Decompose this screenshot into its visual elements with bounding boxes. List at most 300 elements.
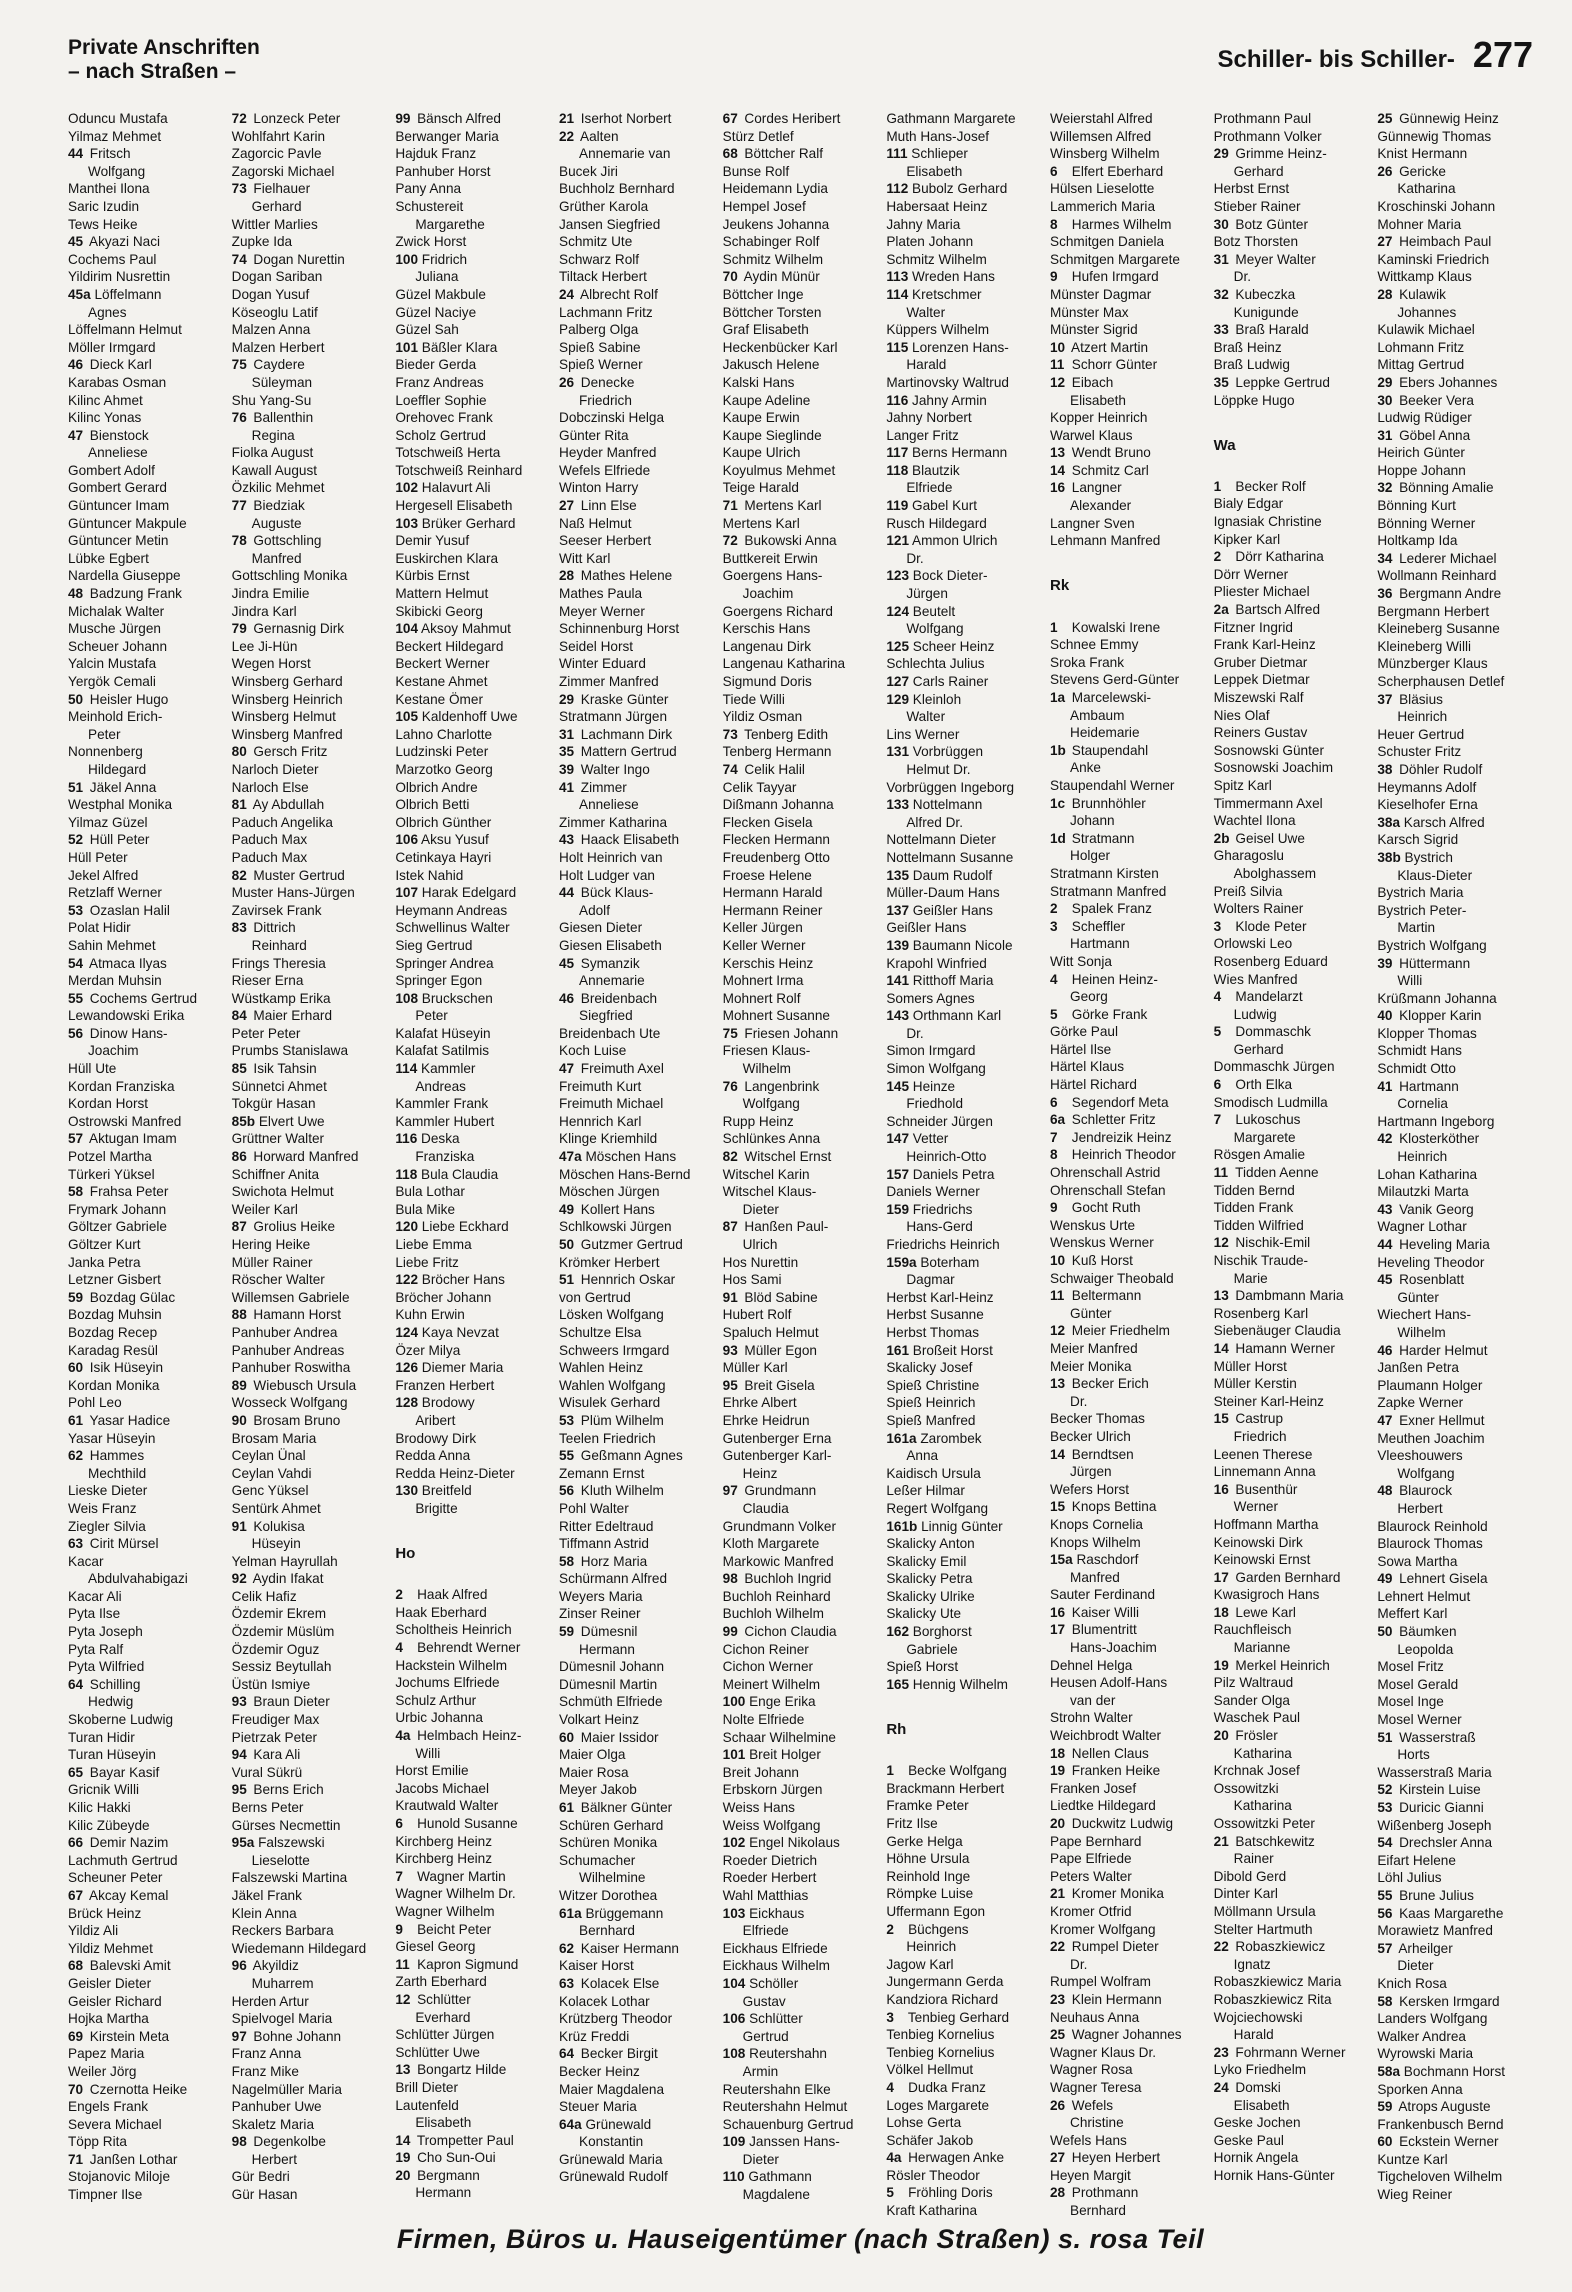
house-number: 6 — [1050, 1094, 1058, 1110]
resident-name: Mattern Gertrud — [577, 744, 677, 760]
resident-name: Scheffler — [1068, 918, 1126, 934]
resident-name: Blaurock — [1395, 1483, 1452, 1499]
resident-name: Jahny Armin — [908, 392, 987, 408]
directory-entry — [723, 1570, 879, 1588]
resident-name: Gabel Kurt — [908, 498, 978, 514]
resident-name: Linnig Günter — [917, 1518, 1003, 1534]
resident-name: Hüttermann — [1395, 955, 1471, 971]
directory-entry — [1214, 2079, 1370, 2097]
house-number: 93 — [231, 1694, 247, 1710]
directory-entry: Pyta Ilse — [68, 1606, 121, 1622]
resident-name: Karsch Alfred — [1400, 814, 1485, 830]
directory-entry: Krömker Herbert — [559, 1254, 660, 1270]
directory-entry: Wagner Lothar — [1377, 1219, 1467, 1235]
directory-entry: Kilinc Yonas — [68, 410, 142, 426]
directory-entry — [559, 691, 715, 709]
house-number: 14 — [1050, 462, 1066, 478]
resident-name: Breitfeld — [418, 1483, 472, 1499]
directory-entry: Becker Heinz — [559, 2063, 640, 2079]
directory-entry — [232, 1007, 388, 1025]
house-number: 88 — [231, 1307, 247, 1323]
directory-entry: Frymark Johann — [68, 1201, 167, 1217]
resident-name: Bozdag Gülac — [86, 1289, 176, 1305]
directory-entry: Stratmann Manfred — [1050, 883, 1167, 899]
directory-entry: Regert Wolfgang — [886, 1500, 989, 1516]
resident-name: Kluth Wilhelm — [577, 1483, 664, 1499]
resident-name: Reutershahn — [745, 2046, 827, 2062]
spacer — [395, 1518, 551, 1536]
directory-entry — [723, 1905, 879, 1923]
house-number: 89 — [231, 1377, 247, 1393]
directory-entry — [395, 1727, 551, 1745]
directory-entry: Gombert Gerard — [68, 480, 167, 496]
resident-name: Duckwitz Ludwig — [1068, 1816, 1174, 1831]
directory-entry: Stürz Detlef — [722, 128, 794, 144]
directory-entry: Eickhaus Wilhelm — [722, 1958, 830, 1974]
directory-entry — [559, 884, 715, 902]
directory-entry: Tiltack Herbert — [559, 269, 647, 285]
house-number: 29 — [559, 691, 575, 707]
resident-name: Wasserstraß — [1395, 1729, 1476, 1745]
resident-name: Iserhot Norbert — [577, 111, 672, 126]
entry-continuation: Peter — [88, 726, 121, 742]
directory-entry: Heckenbücker Karl — [722, 339, 838, 355]
directory-entry: Meinert Wilhelm — [722, 1676, 821, 1692]
directory-entry: Freimuth Kurt — [559, 1078, 642, 1094]
directory-entry: Löhl Julius — [1377, 1870, 1442, 1886]
directory-entry — [1377, 585, 1533, 603]
directory-entry: Schlütter Uwe — [395, 2044, 480, 2060]
directory-entry — [723, 145, 879, 163]
house-number: 93 — [722, 1342, 738, 1358]
directory-entry — [68, 427, 224, 445]
resident-name: Yasar Hadice — [86, 1412, 171, 1428]
directory-entry — [1377, 955, 1533, 973]
resident-name: Klopper Karin — [1395, 1008, 1482, 1024]
entry-continuation: Margarethe — [415, 216, 485, 232]
entry-continuation: Gerhard — [1233, 163, 1284, 179]
entry-continuation: Katharina — [1233, 1798, 1292, 1814]
directory-entry: Münster Max — [1050, 304, 1129, 320]
entry-continuation: Ulrich — [742, 1237, 778, 1252]
directory-entry: Skalicky Petra — [886, 1571, 973, 1587]
directory-entry — [723, 1218, 879, 1236]
directory-entry: Sentürk Ahmet — [231, 1500, 321, 1516]
directory-entry — [1377, 374, 1533, 392]
entry-continuation: Walter — [906, 709, 946, 725]
directory-entry: Buchholz Bernhard — [559, 181, 675, 197]
entry-continuation: Johann — [1070, 813, 1115, 829]
directory-entry: Jindra Karl — [231, 603, 297, 619]
directory-entry: Freimuth Michael — [559, 1096, 664, 1112]
resident-name: Beutelt — [909, 603, 956, 619]
directory-entry: Morawietz Manfred — [1377, 1923, 1493, 1939]
directory-entry: Langenau Dirk — [722, 638, 812, 654]
directory-entry: Nagelmüller Maria — [231, 2081, 342, 2097]
house-number: 24 — [559, 286, 575, 302]
directory-entry — [395, 2167, 551, 2185]
house-number: 111 — [886, 146, 908, 162]
directory-entry — [68, 145, 224, 163]
directory-entry: Schinnenburg Horst — [559, 621, 680, 637]
directory-entry: Linnemann Anna — [1213, 1464, 1316, 1480]
directory-entry — [395, 990, 551, 1008]
directory-entry: Meinhold Erich- — [68, 709, 163, 725]
directory-entry — [723, 1975, 879, 1993]
house-number: 75 — [722, 1025, 738, 1041]
directory-entry: Möschen Hans-Bernd — [559, 1166, 691, 1182]
directory-entry: Wyrowski Maria — [1377, 2046, 1474, 2062]
directory-entry: Holt Ludger van — [559, 867, 655, 883]
house-number: 118 — [886, 462, 909, 478]
resident-name: Fritsch — [86, 146, 131, 162]
directory-entry: Stratmann Jürgen — [559, 709, 668, 725]
entry-continuation: Manfred — [1070, 1569, 1120, 1585]
directory-entry: Geske Paul — [1213, 2132, 1284, 2148]
directory-entry: Horst Emilie — [395, 1763, 469, 1779]
resident-name: Jäkel Anna — [86, 779, 157, 795]
entry-continuation: Dagmar — [906, 1272, 955, 1288]
directory-entry: Maier Rosa — [559, 1764, 629, 1780]
directory-entry: Malzen Anna — [231, 322, 311, 338]
house-number: 3 — [1213, 918, 1222, 934]
resident-name: Mathes Helene — [577, 568, 673, 584]
directory-entry: Sessiz Beytullah — [231, 1659, 332, 1675]
directory-entry: Polat Hidir — [68, 920, 131, 936]
resident-name: Cochems Gertrud — [86, 990, 198, 1006]
house-number: 18 — [1050, 1745, 1066, 1761]
resident-name: Bänsch Alfred — [413, 111, 501, 126]
directory-entry: Hoppe Johann — [1377, 462, 1466, 478]
house-number: 95 — [722, 1377, 738, 1393]
directory-entry: Flecken Gisela — [722, 814, 813, 830]
directory-entry: Skaletz Maria — [231, 2116, 315, 2132]
directory-entry — [1377, 1078, 1533, 1096]
entry-continuation: Friedrich — [1233, 1428, 1287, 1444]
directory-entry: Maier Olga — [559, 1747, 626, 1763]
house-number: 5 — [886, 2185, 894, 2201]
street-section-heading: Rh — [886, 1721, 907, 1739]
directory-entry — [1377, 1412, 1533, 1430]
directory-entry — [1377, 2063, 1533, 2081]
resident-name: Brosam Bruno — [249, 1412, 341, 1428]
directory-entry: Kromer Wolfgang — [1050, 1921, 1156, 1937]
directory-entry: Sosnowski Günter — [1213, 742, 1324, 758]
resident-name: Merkel Heinrich — [1231, 1657, 1330, 1673]
directory-entry: Schultze Elsa — [559, 1324, 642, 1340]
house-number: 11 — [1213, 1165, 1229, 1181]
directory-entry: Rösgen Amalie — [1213, 1147, 1306, 1163]
resident-name: Bartsch Alfred — [1231, 602, 1321, 618]
directory-entry: Kwasigroch Hans — [1213, 1587, 1320, 1603]
directory-entry: Timmermann Axel — [1213, 795, 1323, 811]
house-number: 95 — [231, 1782, 247, 1798]
directory-entry — [723, 1342, 879, 1360]
directory-entry: Kaupe Ulrich — [722, 445, 801, 461]
entry-continuation: Dieter — [1397, 1958, 1434, 1974]
resident-name: Harak Edelgard — [418, 885, 517, 901]
directory-entry: Schustereit — [395, 198, 464, 214]
resident-name: Meier Friedhelm — [1068, 1323, 1170, 1339]
resident-name: Demir Nazim — [86, 1835, 169, 1851]
house-number: 12 — [1050, 1323, 1066, 1339]
house-number: 25 — [1377, 111, 1393, 126]
directory-entry — [232, 919, 388, 937]
directory-entry: Mattern Helmut — [395, 586, 489, 602]
directory-entry — [395, 1166, 551, 1184]
entry-continuation: Hartmann — [1070, 936, 1130, 952]
resident-name: Blöd Sabine — [740, 1289, 818, 1305]
directory-entry — [1050, 1991, 1206, 2009]
directory-entry — [723, 1025, 879, 1043]
directory-entry: Eifart Helene — [1377, 1852, 1456, 1868]
directory-entry: Erbskorn Jürgen — [722, 1782, 823, 1798]
directory-entry: Zupke Ida — [231, 234, 293, 250]
house-number: 99 — [722, 1624, 738, 1640]
house-number: 12 — [1050, 374, 1066, 390]
directory-entry: Hartmann Ingeborg — [1377, 1113, 1495, 1129]
directory-entry — [68, 831, 224, 849]
directory-entry — [232, 796, 388, 814]
directory-entry: Froese Helene — [722, 867, 812, 883]
house-number: 6a — [1050, 1112, 1066, 1128]
resident-name: Helmbach Heinz- — [413, 1728, 522, 1744]
house-number: 101 — [395, 339, 419, 355]
directory-entry: Lautenfeld — [395, 2097, 459, 2113]
directory-entry — [1050, 1815, 1206, 1833]
directory-entry: Willemsen Gabriele — [231, 1289, 350, 1305]
directory-entry: Dehnel Helga — [1050, 1657, 1133, 1673]
directory-entry: Springer Andrea — [395, 955, 494, 971]
house-number: 130 — [395, 1483, 419, 1499]
directory-entry: Münzberger Klaus — [1377, 656, 1488, 672]
directory-entry — [395, 1271, 551, 1289]
directory-entry: Nottelmann Dieter — [886, 832, 996, 848]
directory-entry: Bunse Rolf — [722, 163, 790, 179]
directory-entry — [1050, 1498, 1206, 1516]
directory-entry — [68, 1834, 224, 1852]
directory-entry — [68, 356, 224, 374]
directory-entry: Wojciechowski — [1213, 2009, 1303, 2025]
directory-entry: Winsberg Manfred — [231, 726, 343, 742]
directory-entry: Giesen Dieter — [559, 920, 643, 936]
house-number: 115 — [886, 339, 909, 355]
entry-continuation: Hermann — [579, 1641, 635, 1657]
resident-name: Bäumken — [1395, 1624, 1457, 1640]
directory-entry: Leppek Dietmar — [1213, 672, 1310, 688]
resident-name: Exner Hellmut — [1395, 1412, 1485, 1428]
directory-entry: Schneider Jürgen — [886, 1113, 993, 1129]
directory-entry: Skoberne Ludwig — [68, 1712, 174, 1728]
resident-name: Bochmann Horst — [1400, 2063, 1506, 2079]
directory-entry: Schäfer Jakob — [886, 2132, 974, 2148]
house-number: 18 — [1213, 1604, 1229, 1620]
directory-entry — [1050, 1375, 1206, 1393]
directory-entry: Rosenberg Eduard — [1213, 953, 1328, 969]
directory-entry: Gutenberger Erna — [722, 1430, 832, 1446]
directory-entry: Kerschis Heinz — [722, 955, 814, 971]
house-number: 72 — [231, 111, 247, 126]
entry-continuation: Elfriede — [906, 480, 953, 496]
house-number: 50 — [1377, 1624, 1393, 1640]
directory-entry: Lachmann Fritz — [559, 304, 653, 320]
directory-entry: Mittag Gertrud — [1377, 357, 1465, 373]
directory-entry: Münster Dagmar — [1050, 286, 1152, 302]
directory-entry — [886, 1254, 1042, 1272]
directory-entry — [886, 497, 1042, 515]
spacer — [1214, 460, 1370, 478]
directory-entry — [1050, 1146, 1206, 1164]
house-number: 38 — [1377, 761, 1393, 777]
house-number: 9 — [1050, 1200, 1058, 1216]
directory-entry: Gricnik Willi — [68, 1782, 139, 1798]
directory-entry: Goergens Hans- — [722, 568, 823, 584]
house-number: 95a — [231, 1835, 255, 1851]
header-left — [68, 36, 260, 84]
directory-entry: Franz Anna — [231, 2046, 302, 2062]
house-number: 53 — [68, 902, 84, 918]
directory-entry: Lohan Katharina — [1377, 1166, 1478, 1182]
directory-entry: Yelman Hayrullah — [231, 1553, 338, 1569]
directory-entry: Hojka Martha — [68, 2011, 149, 2027]
header-subtitle: – nach Straßen – — [68, 60, 237, 83]
directory-entry — [1377, 233, 1533, 251]
directory-entry — [559, 2045, 715, 2063]
resident-name: Vanik Georg — [1395, 1201, 1474, 1217]
house-number: 6 — [1213, 1077, 1222, 1093]
directory-entry: Lösken Wolfgang — [559, 1307, 664, 1323]
resident-name: Geißler Hans — [909, 902, 993, 918]
resident-name: Frahsa Peter — [86, 1184, 169, 1200]
house-number: 56 — [68, 1025, 84, 1041]
directory-column — [559, 110, 715, 2220]
directory-entry — [559, 1623, 715, 1641]
directory-entry — [68, 1957, 224, 1975]
directory-entry: Zavirsek Frank — [231, 902, 322, 918]
house-number: 29 — [1377, 374, 1393, 390]
directory-entry: Brill Dieter — [395, 2079, 459, 2095]
entry-continuation: Aribert — [415, 1412, 456, 1428]
house-number: 82 — [231, 867, 247, 883]
directory-entry: Wieg Reiner — [1377, 2187, 1453, 2203]
street-section-heading: Wa — [1213, 436, 1236, 454]
entry-continuation: Katharina — [1233, 1745, 1292, 1761]
directory-entry — [232, 251, 388, 269]
resident-name: Dudka Franz — [904, 2079, 986, 2095]
directory-entry — [232, 743, 388, 761]
directory-entry — [1050, 2184, 1206, 2202]
directory-entry: Nottelmann Susanne — [886, 849, 1014, 865]
resident-name: Bock Dieter- — [909, 568, 988, 584]
entry-continuation: Heinrich-Otto — [906, 1149, 987, 1165]
resident-name: Busenthür — [1231, 1481, 1298, 1497]
directory-entry — [232, 1060, 388, 1078]
house-number: 37 — [1377, 691, 1393, 707]
directory-entry — [395, 2149, 551, 2167]
directory-entry — [1377, 1623, 1533, 1641]
resident-name: Berndtsen — [1068, 1446, 1134, 1462]
house-number: 116 — [395, 1131, 418, 1147]
resident-name: Zarombek — [916, 1430, 982, 1446]
resident-name: Klosterköther — [1395, 1131, 1480, 1147]
directory-entry: Franz Andreas — [395, 374, 484, 390]
directory-entry: Panhuber Uwe — [231, 2099, 322, 2115]
directory-entry — [232, 2133, 388, 2151]
directory-entry: Lyko Friedhelm — [1213, 2062, 1307, 2078]
resident-name: Kara Ali — [249, 1747, 301, 1763]
directory-entry — [232, 1377, 388, 1395]
directory-entry: Böttcher Torsten — [722, 304, 822, 320]
directory-entry: Jahny Maria — [886, 216, 961, 232]
directory-entry — [1050, 216, 1206, 234]
resident-name: Hufen Irmgard — [1068, 269, 1159, 285]
directory-entry: Mohner Maria — [1377, 216, 1462, 232]
directory-entry — [1377, 761, 1533, 779]
directory-entry: Ostrowski Manfred — [68, 1113, 182, 1129]
directory-entry: Wißenberg Joseph — [1377, 1817, 1492, 1833]
directory-entry: Gruber Dietmar — [1213, 654, 1308, 670]
entry-continuation: Regina — [251, 427, 295, 443]
house-number: 64 — [559, 2046, 575, 2062]
house-number: 31 — [1377, 427, 1393, 443]
directory-entry: Lehnert Helmut — [1377, 1588, 1471, 1604]
directory-entry: Framke Peter — [886, 1798, 969, 1814]
directory-entry: Zagorski Michael — [231, 163, 335, 179]
directory-entry: Wiedemann Hildegard — [231, 1940, 367, 1956]
directory-entry: Kürbis Ernst — [395, 568, 470, 584]
directory-entry — [232, 1218, 388, 1236]
directory-entry — [232, 1570, 388, 1588]
directory-entry — [559, 1236, 715, 1254]
entry-continuation: Wolfgang — [88, 163, 146, 179]
directory-column — [232, 110, 388, 2220]
directory-entry: Stevens Gerd-Günter — [1050, 672, 1180, 688]
house-number: 38b — [1377, 849, 1401, 865]
house-number: 125 — [886, 638, 910, 654]
directory-entry — [1214, 1111, 1370, 1129]
entry-continuation: Klaus-Dieter — [1397, 867, 1473, 883]
directory-entry — [723, 2045, 879, 2063]
resident-name: Breit Gisela — [740, 1377, 815, 1393]
directory-entry — [1377, 1482, 1533, 1500]
directory-entry: Spielvogel Maria — [231, 2011, 333, 2027]
directory-entry: Bialy Edgar — [1213, 496, 1284, 512]
house-number: 27 — [559, 498, 575, 514]
directory-entry — [232, 532, 388, 550]
page-header — [68, 30, 1533, 102]
house-number: 62 — [68, 1448, 84, 1464]
directory-entry: Narloch Else — [231, 779, 309, 795]
house-number: 30 — [1213, 216, 1229, 232]
directory-entry: Schwaiger Theobald — [1050, 1270, 1174, 1286]
directory-entry — [1377, 427, 1533, 445]
directory-entry: Wefers Horst — [1050, 1481, 1130, 1497]
directory-entry — [559, 567, 715, 585]
resident-name: Raschdorf — [1072, 1552, 1139, 1568]
directory-entry: Engels Frank — [68, 2099, 149, 2115]
entry-continuation: Hüseyin — [251, 1536, 301, 1552]
directory-entry: Kloth Margarete — [722, 1536, 820, 1552]
directory-entry — [1050, 1199, 1206, 1217]
resident-name: Kapron Sigmund — [413, 1956, 519, 1972]
house-number: 11 — [1050, 1288, 1065, 1304]
directory-entry: Ohrenschall Stefan — [1050, 1182, 1166, 1198]
directory-entry: Hornik Angela — [1213, 2150, 1299, 2166]
directory-entry — [232, 497, 388, 515]
resident-name: Lachmann Dirk — [577, 726, 673, 742]
directory-entry: Schmidt Hans — [1377, 1043, 1462, 1059]
entry-continuation: Christine — [1070, 2115, 1124, 2131]
